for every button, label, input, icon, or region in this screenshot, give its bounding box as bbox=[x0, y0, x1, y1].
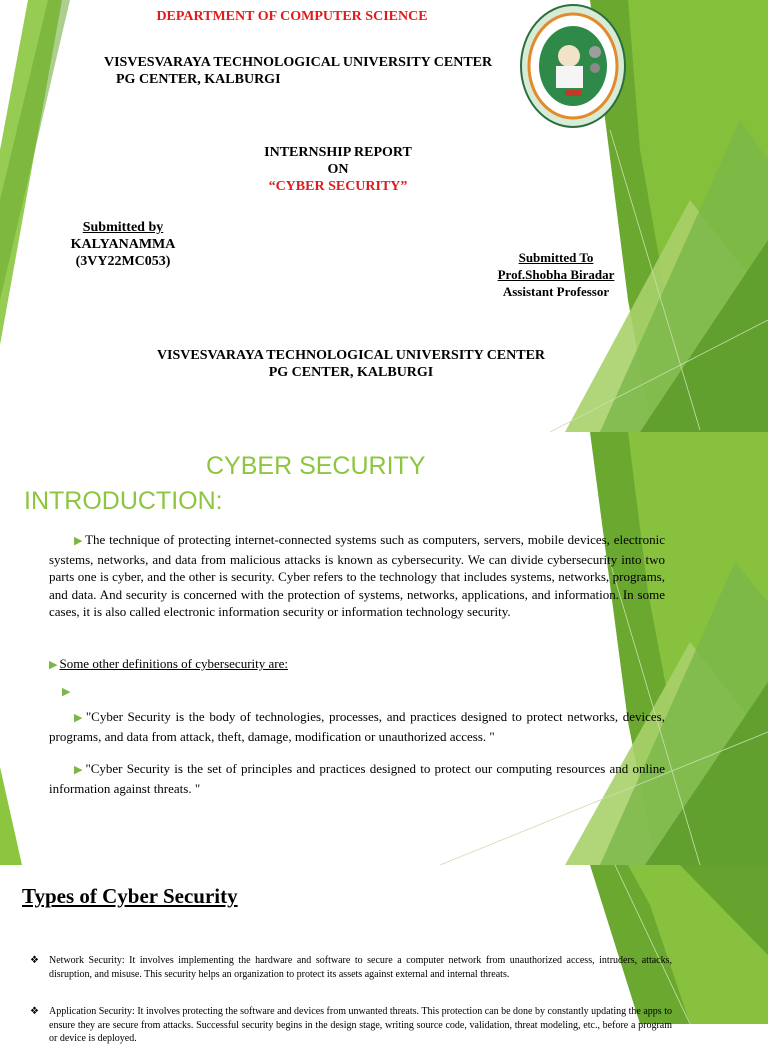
arrow-bullet-icon: ▶ bbox=[62, 686, 71, 698]
type-item-text: Network Security: It involves implementing the hardware and software to secure a computer network from unauthorized access, intruders, attacks, disruption, and misuse. This security helps an organization to protect its assets against external and internal threats. bbox=[49, 955, 672, 980]
footer-line1: VISVESVARAYA TECHNOLOGICAL UNIVERSITY CENTER bbox=[156, 348, 546, 363]
university-name: VISVESVARAYA TECHNOLOGICAL UNIVERSITY CENTER bbox=[104, 55, 493, 70]
type-item bbox=[30, 954, 672, 981]
title-slide bbox=[0, 0, 768, 432]
student-usn: (3VY22MC053) bbox=[75, 254, 171, 269]
diamond-bullet-icon: ❖ bbox=[30, 955, 39, 966]
type-item bbox=[30, 1005, 672, 1046]
slide-subtitle: INTRODUCTION: bbox=[24, 487, 223, 515]
definition-1-text: "Cyber Security is the body of technologies, processes, and practices designed to protect networks, devices, programs, and data from attack, theft, damage, modification or unauthorized access. " bbox=[49, 709, 665, 744]
arrow-bullet-icon: ▶ bbox=[49, 659, 58, 671]
guide-name: Prof.Shobha Biradar bbox=[497, 267, 615, 282]
university-logo bbox=[520, 4, 626, 128]
department-heading: DEPARTMENT OF COMPUTER SCIENCE bbox=[156, 9, 428, 24]
introduction-slide bbox=[0, 432, 768, 865]
definitions-heading: Some other definitions of cybersecurity are: bbox=[59, 656, 288, 671]
definition-2-text: "Cyber Security is the set of principles and practices designed to protect our computing resources and online information against threats. " bbox=[49, 761, 665, 796]
footer-university bbox=[100, 347, 602, 381]
definition-1 bbox=[49, 708, 665, 745]
definition-2 bbox=[49, 760, 665, 797]
arrow-bullet-icon: ▶ bbox=[74, 712, 84, 724]
slide-title: Types of Cyber Security bbox=[22, 884, 238, 908]
university-center: PG CENTER, KALBURGI bbox=[116, 72, 281, 87]
submitted-by-block bbox=[60, 219, 186, 270]
report-title-block bbox=[200, 144, 476, 195]
type-item-text: Application Security: It involves protecting the software and devices from unwanted threats. This protection can be done by constantly updating the apps to ensure they are secure from attacks. Successful security begins in the design stage, writing source code, validation, threat modeling, etc., before a program or device is deployed. bbox=[49, 1006, 672, 1044]
intro-paragraph bbox=[49, 531, 665, 621]
guide-title: Assistant Professor bbox=[502, 284, 610, 299]
intro-text: The technique of protecting internet-connected systems such as computers, servers, mobile devices, electronic systems, networks, and data from malicious attacks is known as cybersecurity. We can divide cybersecurity into two parts one is cyber, and the other is security. Cyber refers to the technology that includes systems, networks, programs, and data. And security is concerned with the protection of systems, networks, applications, and information. In some cases, it is also called electronic information security or information technology security. bbox=[49, 532, 665, 619]
arrow-bullet-icon: ▶ bbox=[74, 535, 84, 547]
empty-bullet bbox=[62, 682, 72, 700]
report-line1: INTERNSHIP REPORT bbox=[264, 145, 412, 160]
student-name: KALYANAMMA bbox=[70, 237, 176, 252]
submitted-to-label: Submitted To bbox=[518, 250, 594, 265]
footer-line2: PG CENTER, KALBURGI bbox=[268, 365, 434, 380]
report-topic: “CYBER SECURITY” bbox=[268, 179, 408, 194]
arrow-bullet-icon: ▶ bbox=[74, 764, 84, 776]
submitted-by-label: Submitted by bbox=[82, 220, 164, 235]
types-slide bbox=[0, 865, 768, 1044]
report-line2: ON bbox=[327, 162, 349, 177]
definitions-heading-block bbox=[49, 655, 665, 675]
submitted-to-block bbox=[484, 249, 628, 300]
diamond-bullet-icon: ❖ bbox=[30, 1006, 39, 1017]
slide-title: CYBER SECURITY bbox=[206, 452, 426, 480]
